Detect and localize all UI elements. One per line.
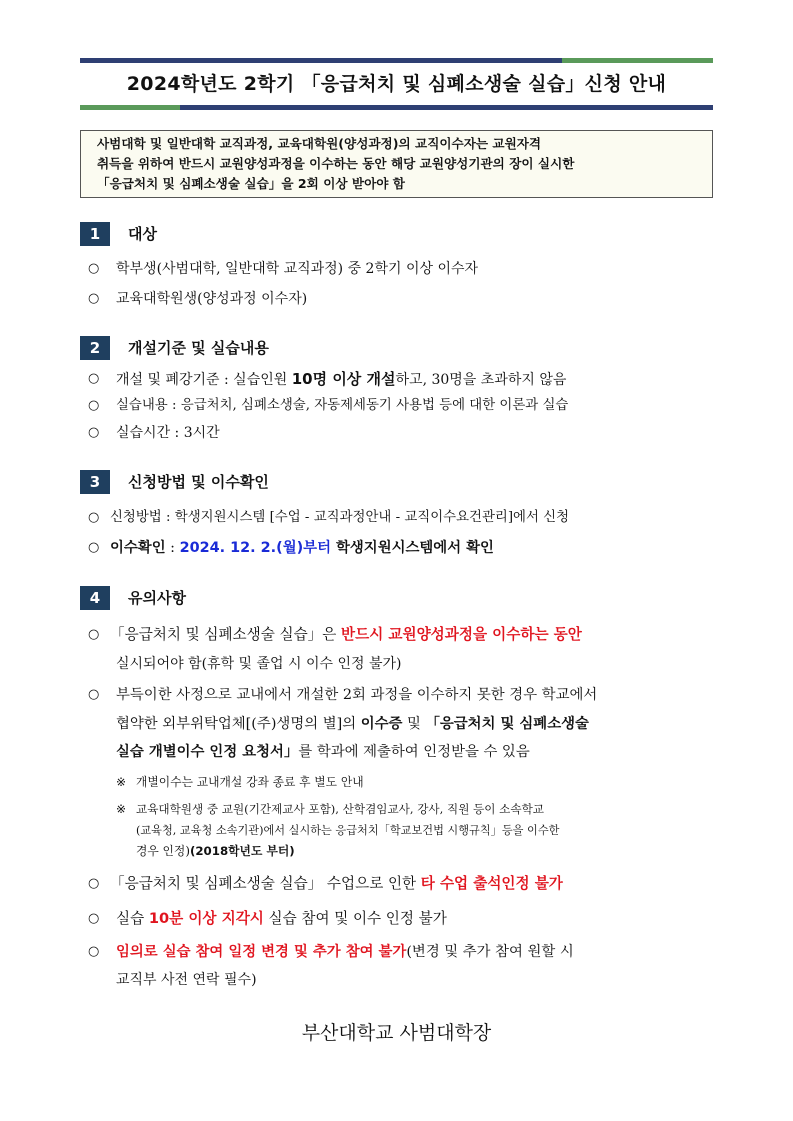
header-top-bar-navy: [80, 58, 562, 63]
bullet-icon: ○: [88, 371, 100, 386]
bullet-icon: ○: [88, 425, 100, 440]
note-icon: ※: [116, 775, 126, 789]
s1-item-2: 교육대학원생(양성과정 이수자): [116, 291, 308, 307]
section-1-title: 대상: [128, 225, 157, 243]
s4-item-2-mid: 및: [402, 716, 426, 732]
notice-line-2: 취득을 위하여 반드시 교원양성과정을 이수하는 동안 해당 교원양성기관의 장이 실시한: [97, 156, 575, 171]
s4-note-2-line3-bold: (2018학년도 부터): [189, 844, 295, 858]
s4-item-1-line2: 실시되어야 함(휴학 및 졸업 시 이수 인정 불가): [116, 656, 402, 672]
s4-item-2-line3: [116, 742, 530, 762]
section-2-number: 2: [80, 336, 110, 360]
s4-item-1-red: 반드시 교원양성과정을 이수하는 동안: [341, 626, 582, 643]
notice-line-1: 사범대학 및 일반대학 교직과정, 교육대학원(양성과정)의 교직이수자는 교원자격: [97, 136, 542, 151]
s3-item-1: 신청방법 : 학생지원시스템 [수업 - 교직과정안내 - 교직이수요건관리]에서 신청: [110, 510, 570, 525]
bullet-icon: ○: [88, 687, 100, 702]
s4-item-4-post: 실습 참여 및 이수 인정 불가: [263, 910, 447, 927]
s2-item-1-text: 개설 및 폐강기준 : 실습인원: [116, 372, 292, 388]
s4-item-2-bold2: 「응급처치 및 심폐소생술: [425, 716, 589, 732]
section-4-title: 유의사항: [128, 589, 186, 607]
header-top-bar-green: [562, 58, 713, 63]
footer-signature: 부산대학교 사범대학장: [301, 1022, 492, 1044]
s3-item-2-sep: :: [165, 540, 180, 556]
s4-item-5-red: 임의로 실습 참여 일정 변경 및 추가 참여 불가: [116, 944, 407, 960]
s2-item-1-bold: 10명 이상 개설: [291, 370, 396, 388]
page-title: 2024학년도 2학기 「응급처치 및 심폐소생술 실습」신청 안내: [126, 73, 667, 95]
s4-item-1: [110, 625, 582, 645]
s3-item-2-label: 이수확인: [110, 540, 166, 556]
s4-item-4: [116, 909, 447, 929]
s3-item-2: [110, 538, 494, 558]
s1-item-1: 학부생(사범대학, 일반대학 교직과정) 중 2학기 이상 이수자: [116, 261, 479, 277]
bullet-icon: ○: [88, 291, 100, 306]
notice-line-3: 「응급처치 및 심폐소생술 실습」을 2회 이상 받아야 함: [97, 176, 405, 191]
s4-note-2-line2: (교육청, 교육청 소속기관)에서 실시하는 응급처치「학교보건법 시행규칙」등을 이수한: [136, 824, 560, 837]
bullet-icon: ○: [88, 944, 100, 959]
s4-item-2-line1: 부득이한 사정으로 교내에서 개설한 2회 과정을 이수하지 못한 경우 학교에서: [116, 687, 598, 703]
note-icon: ※: [116, 802, 126, 816]
bullet-icon: ○: [88, 398, 100, 413]
s4-item-2-bold3: 실습 개별이수 인정 요청서」: [116, 744, 299, 760]
s4-note-2-line3-pre: 경우 인정): [136, 844, 190, 858]
s2-item-1: [116, 369, 566, 390]
bullet-icon: ○: [88, 911, 100, 926]
s4-item-4-pre: 실습: [116, 910, 149, 927]
bullet-icon: ○: [88, 627, 100, 642]
s4-item-2-bold1: 이수증: [360, 716, 403, 732]
s2-item-3: 실습시간 : 3시간: [116, 425, 220, 441]
notice-box: [80, 130, 713, 198]
section-3-title: 신청방법 및 이수확인: [128, 473, 269, 491]
s4-item-5-post: (변경 및 추가 참여 원할 시: [406, 944, 574, 960]
s4-note-2-line3: [136, 842, 295, 861]
s2-item-2: 실습내용 : 응급처치, 심폐소생술, 자동제세동기 사용법 등에 대한 이론과 실습: [116, 398, 569, 413]
bullet-icon: ○: [88, 876, 100, 891]
section-2-title: 개설기준 및 실습내용: [128, 339, 269, 357]
section-1-number: 1: [80, 222, 110, 246]
s2-item-1-post: 하고, 30명을 초과하지 않음: [395, 372, 567, 388]
bullet-icon: ○: [88, 261, 100, 276]
s4-item-2-line3-post: 를 학과에 제출하여 인정받을 수 있음: [298, 744, 530, 760]
s4-item-5: [116, 942, 574, 962]
section-4-number: 4: [80, 586, 110, 610]
s4-item-2-line2-pre: 협약한 외부위탁업체[(주)생명의 별]의: [116, 716, 361, 732]
s4-item-2-line2: [116, 714, 589, 734]
section-3-number: 3: [80, 470, 110, 494]
s4-item-3-pre: 「응급처치 및 심폐소생술 실습」 수업으로 인한: [110, 875, 421, 892]
s4-item-4-red: 10분 이상 지각시: [148, 910, 264, 927]
s4-note-2-line1: 교육대학원생 중 교원(기간제교사 포함), 산학겸임교사, 강사, 직원 등이 소속학교: [136, 802, 544, 816]
header-bottom-bar-navy: [180, 105, 713, 110]
s4-item-1-pre: 「응급처치 및 심폐소생술 실습」은: [110, 626, 342, 643]
s3-item-2-post: 학생지원시스템에서 확인: [330, 540, 494, 556]
header-bottom-bar-green: [80, 105, 180, 110]
bullet-icon: ○: [88, 510, 100, 525]
s4-item-3: [110, 874, 563, 894]
s4-item-5-line2: 교직부 사전 연락 필수): [116, 972, 257, 988]
bullet-icon: ○: [88, 540, 100, 555]
s3-item-2-date: 2024. 12. 2.(월)부터: [179, 540, 331, 556]
s4-note-1: 개별이수는 교내개설 강좌 종료 후 별도 안내: [136, 775, 364, 789]
s4-item-3-red: 타 수업 출석인정 불가: [420, 875, 563, 892]
